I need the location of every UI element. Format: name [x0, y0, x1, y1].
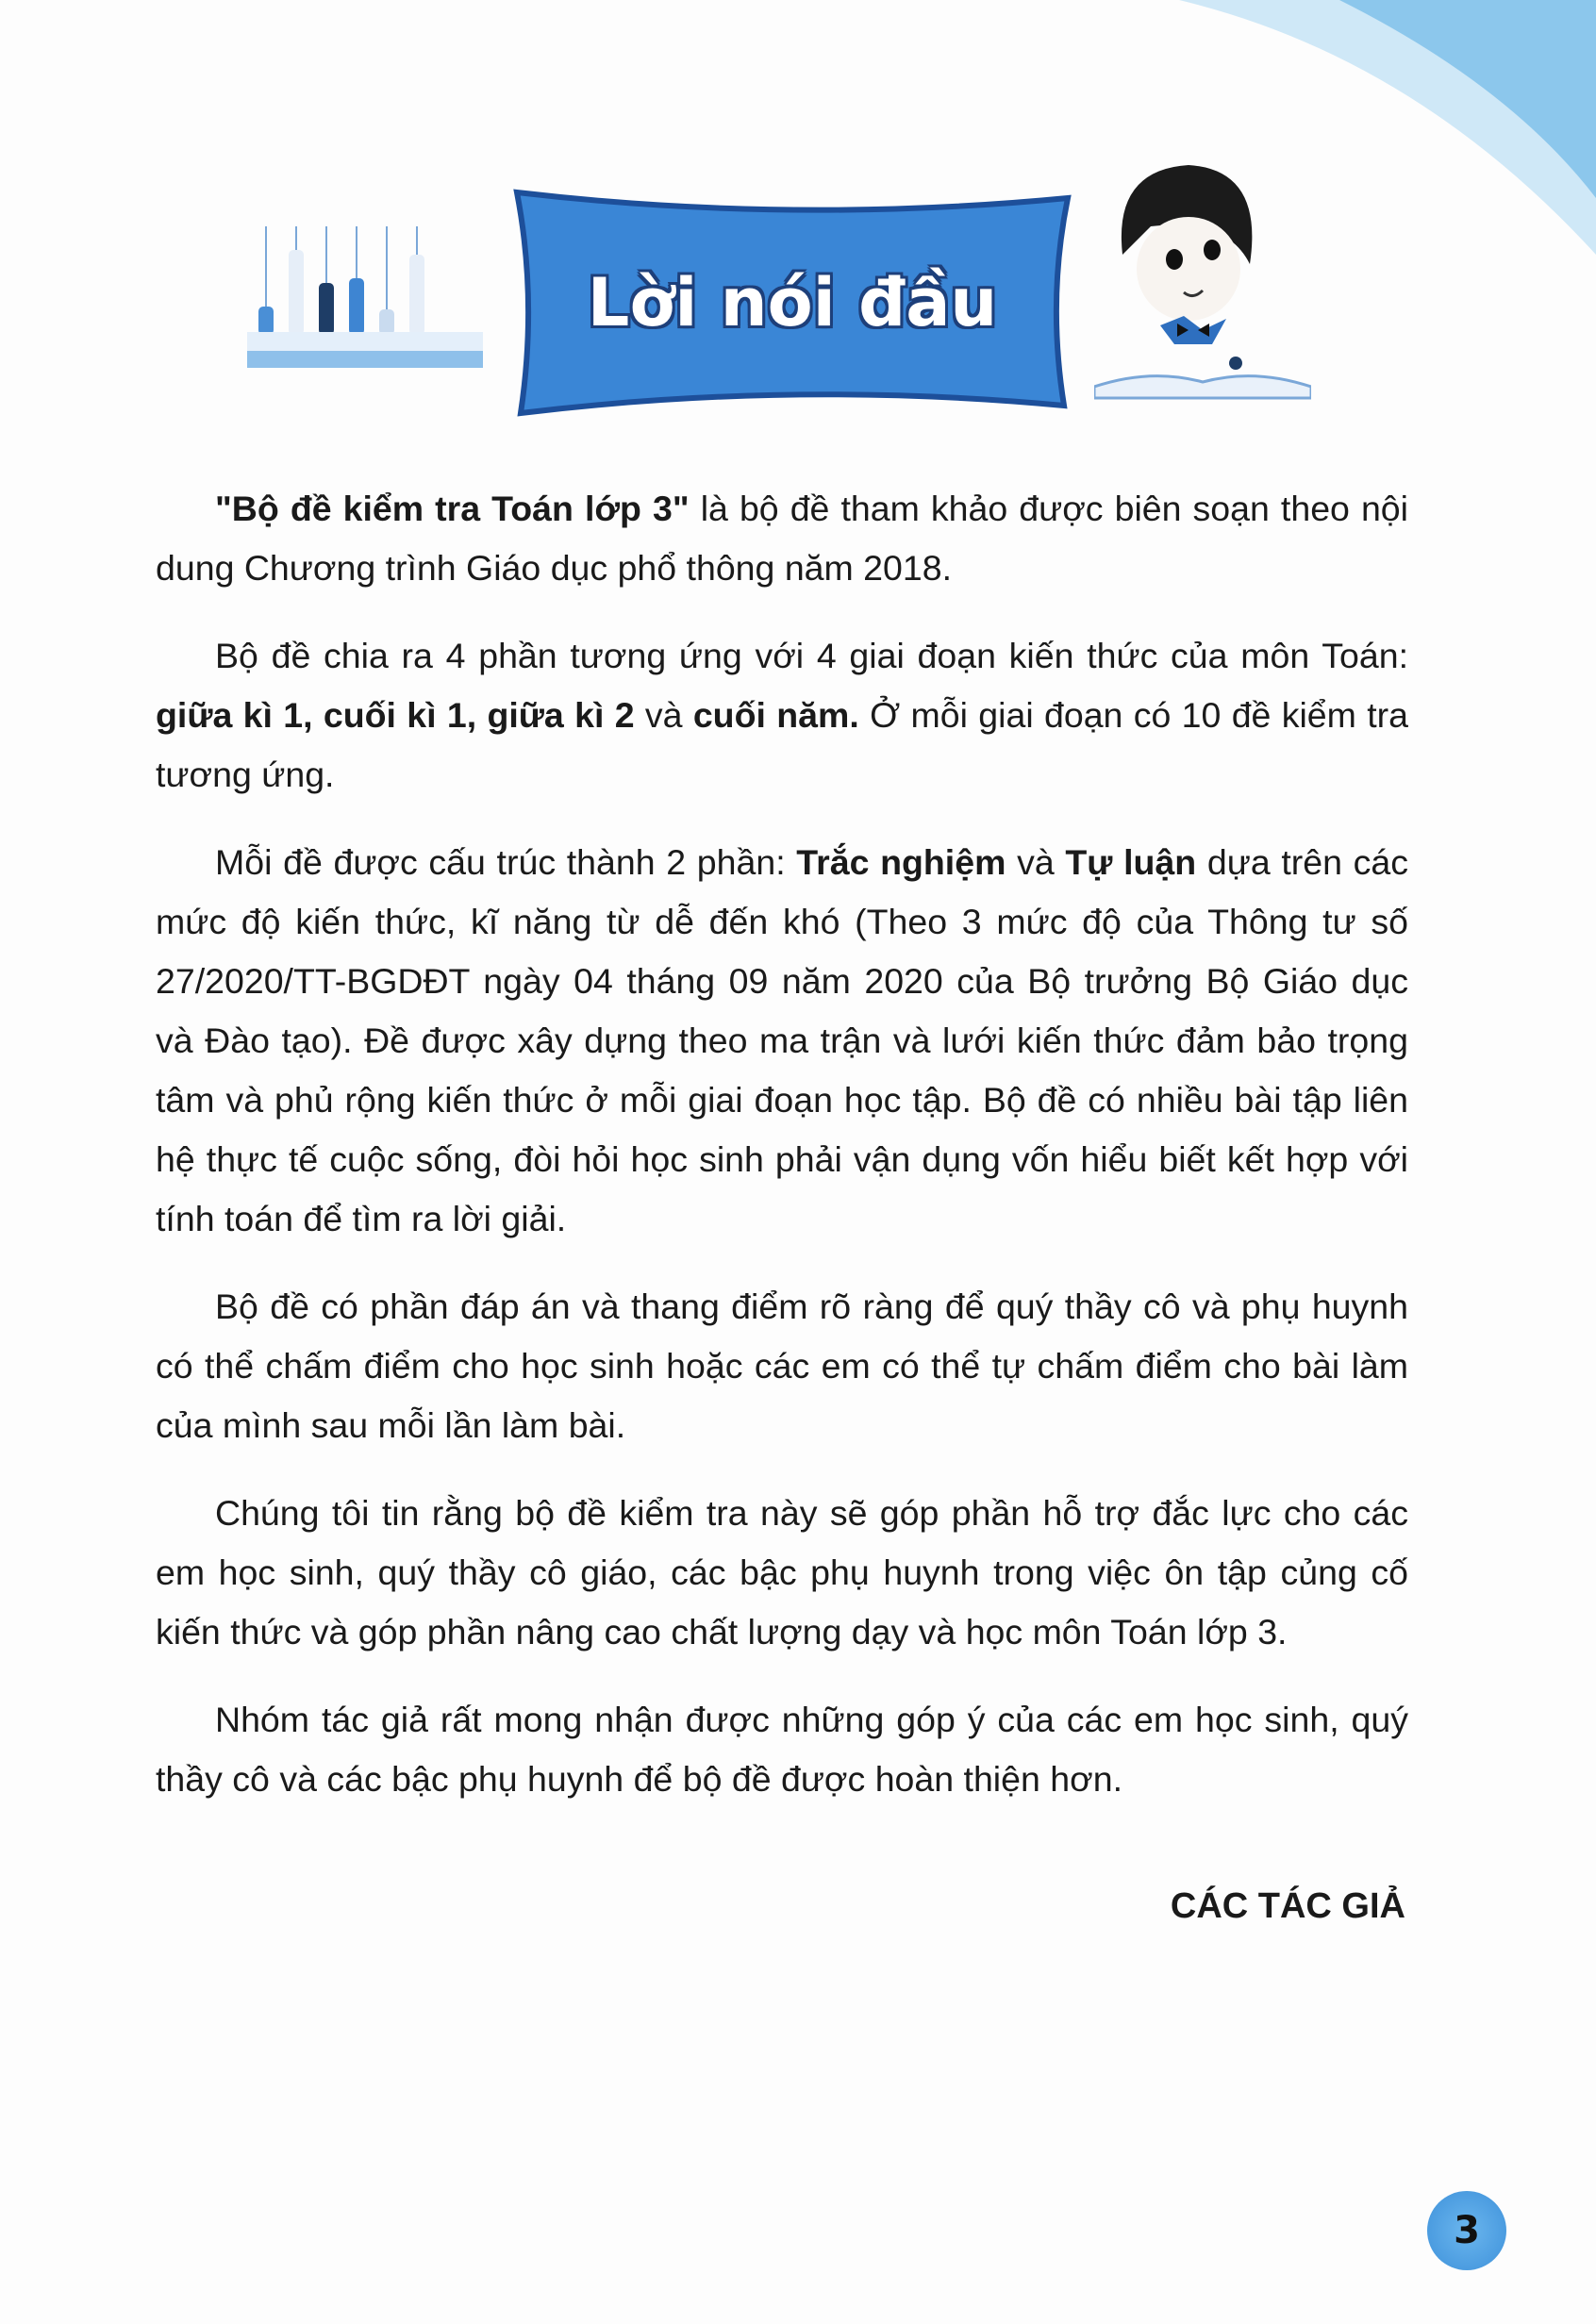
text: là bộ đề tham khảo được biên soạn theo nội dung Chương trình Giáo dục phổ thông năm 2018. [156, 489, 1408, 588]
paragraph-structure [156, 626, 1408, 805]
preface-body [156, 479, 1408, 1837]
book-title: "Bộ đề kiểm tra Toán lớp 3" [215, 489, 690, 528]
bold-text: giữa kì 1, cuối kì 1, giữa kì 2 [156, 695, 635, 735]
paragraph-intro [156, 479, 1408, 598]
paragraph-format [156, 833, 1408, 1249]
text: Bộ đề có phần đáp án và thang điểm rõ ràng để quý thầy cô và phụ huynh có thể chấm điểm cho học sinh hoặc các em có thể tự chấm điểm cho bài làm của mình sau mỗi lần làm bài. [156, 1286, 1408, 1445]
abacus-icon [247, 217, 483, 377]
bold-text: Tự luận [1065, 842, 1197, 882]
bold-text: Trắc nghiệm [796, 842, 1006, 882]
text: và [1006, 842, 1066, 882]
text: Ở mỗi giai đoạn có 10 đề kiểm tra tương ứng. [156, 695, 1408, 794]
text: Bộ đề chia ra 4 phần tương ứng với 4 giai đoạn kiến thức của môn Toán: [215, 636, 1408, 675]
text: dựa trên các mức độ kiến thức, kĩ năng từ dễ đến khó (Theo 3 mức độ của Thông tư số 27/2020/TT-BGDĐT ngày 04 tháng 09 năm 2020 của Bộ trưởng Bộ Giáo dục và Đào tạo). Đề được xây dựng theo ma trận và lưới kiến thức đảm bảo trọng tâm và phủ rộng kiến thức ở mỗi giai đoạn học tập. Bộ đề có nhiều bài tập liên hệ thực tế cuộc sống, đòi hỏi học sinh phải vận dụng vốn hiểu biết kết hợp với tính toán để tìm ra lời giải. [156, 842, 1408, 1238]
text: Mỗi đề được cấu trúc thành 2 phần: [215, 842, 797, 882]
bold-text: cuối năm. [692, 695, 859, 735]
text: Chúng tôi tin rằng bộ đề kiểm tra này sẽ góp phần hỗ trợ đắc lực cho các em học sinh, quý thầy cô giáo, các bậc phụ huynh trong việc ôn tập củng cố kiến thức và góp phần nâng cao chất lượng dạy và học môn Toán lớp 3. [156, 1493, 1408, 1652]
page-number-badge: 3 [1427, 2191, 1506, 2270]
text: và [634, 695, 693, 735]
text: Nhóm tác giả rất mong nhận được những góp ý của các em học sinh, quý thầy cô và các bậc phụ huynh để bộ đề được hoàn thiện hơn. [156, 1700, 1408, 1799]
paragraph-belief [156, 1484, 1408, 1662]
paragraph-answers [156, 1277, 1408, 1455]
authors-signature: CÁC TÁC GIẢ [1170, 1886, 1405, 1926]
page-title: Lời nói đầu [587, 263, 998, 341]
paragraph-feedback [156, 1690, 1408, 1809]
boy-reading-illustration [1094, 151, 1311, 406]
